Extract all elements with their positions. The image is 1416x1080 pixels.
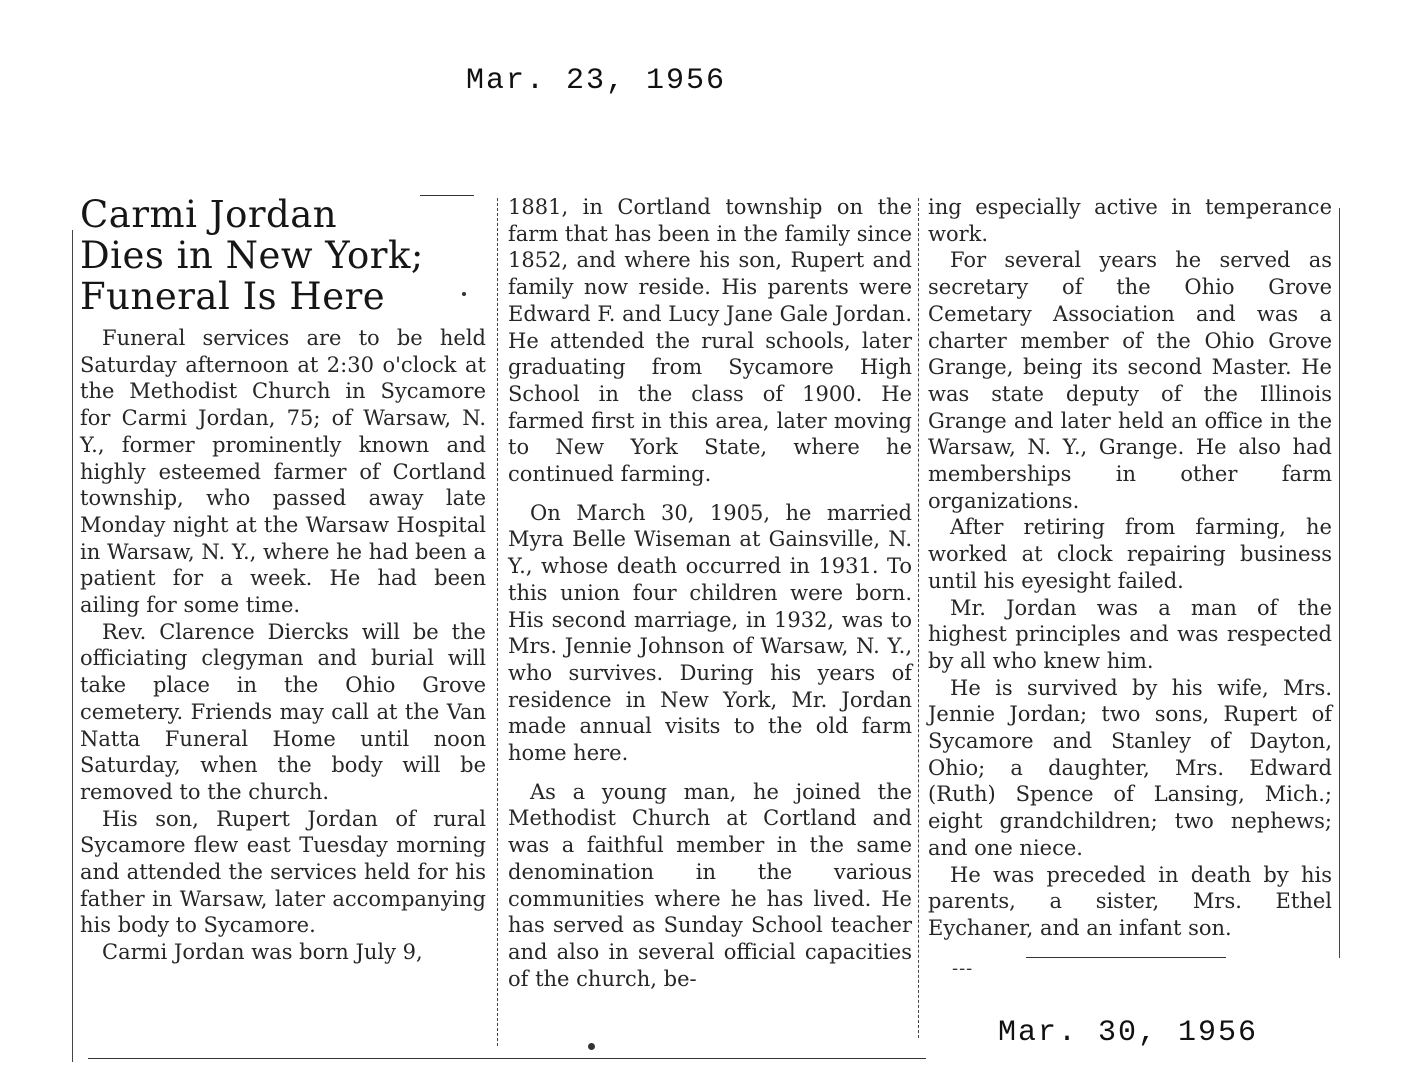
end-rule [1026,957,1226,958]
paragraph: ing especially active in temperance work. [928,195,1332,246]
column-rule-2 [918,198,919,1038]
paragraph: After retiring from farming, he worked at clock repairing business until his eyesight failed. [928,515,1332,593]
column-rule-left [72,230,73,1062]
article-column-2 [508,194,912,992]
paragraph: Mr. Jordan was a man of the highest principles and was respected by all who knew him. [928,595,1332,673]
clipping-date-top: Mar. 23, 1956 [466,64,727,98]
headline-line-2: Dies in New York; [80,234,424,277]
paragraph: He is survived by his wife, Mrs. Jennie Jordan; two sons, Rupert of Sycamore and Stanley of Dayton, Ohio; a daughter, Mrs. Edward (Ruth) Spence of Lansing, Mich.; eight grandchildren; two nephews; and one niece. [928,675,1332,860]
article-column-3 [928,194,1332,942]
article-column-1 [80,194,486,966]
clipping-date-bottom: Mar. 30, 1956 [998,1016,1259,1050]
paragraph: Rev. Clarence Diercks will be the officiating clegyman and burial will take place in the Ohio Grove cemetery. Friends may call at the Van Natta Funeral Home until noon Saturday, when the body will be removed to the church. [80,619,486,804]
paragraph: Funeral services are to be held Saturday afternoon at 2:30 o'clock at the Methodist Church in Sycamore for Carmi Jordan, 75; of Warsaw, N. Y., former prominently known and highly esteemed farmer of Cortland township, who passed away late Monday night at the Warsaw Hospital in Warsaw, N. Y., where he had been a patient for a week. He had been ailing for some time. [80,326,486,618]
end-mark: --- [952,958,974,979]
paragraph: On March 30, 1905, he married Myra Belle Wiseman at Gainsville, N. Y., whose death occurred in 1931. To this union four children were born. His second marriage, in 1932, was to Mrs. Jennie Johnson of Warsaw, N. Y., who survives. During his years of residence in New York, Mr. Jordan made annual visits to the old farm home here. [508,500,912,766]
article-headline [80,194,486,317]
column-rule-1 [497,198,498,1046]
headline-line-3: Funeral Is Here [80,275,386,318]
paragraph: 1881, in Cortland township on the farm that has been in the family since 1852, and where his son, Rupert and family now reside. His parents were Edward F. and Lucy Jane Gale Jordan. He attended the rural schools, later graduating from Sycamore High School in the class of 1900. He farmed first in this area, later moving to New York State, where he continued farming. [508,195,912,487]
bottom-rule-left [88,1058,926,1059]
headline-line-1: Carmi Jordan [80,193,338,236]
paragraph: Carmi Jordan was born July 9, [102,940,423,965]
paragraph: As a young man, he joined the Methodist Church at Cortland and was a faithful member in the same denomination in the various communities where he has lived. He has served as Sunday School teacher and also in several official capacities of the church, be- [508,779,912,991]
ink-speck [588,1043,595,1050]
paragraph: He was preceded in death by his parents, a sister, Mrs. Ethel Eychaner, and an infant son. [928,862,1332,940]
paragraph: For several years he served as secretary of the Ohio Grove Cemetary Association and was a charter member of the Ohio Grove Grange, being its second Master. He was state deputy of the Illinois Grange and later held an office in the Warsaw, N. Y., Grange. He also had memberships in other farm organizations. [928,248,1332,513]
paragraph: His son, Rupert Jordan of rural Sycamore flew east Tuesday morning and attended the services held for his father in Warsaw, later accompanying his body to Sycamore. [80,806,486,938]
column-rule-right [1339,208,1340,958]
